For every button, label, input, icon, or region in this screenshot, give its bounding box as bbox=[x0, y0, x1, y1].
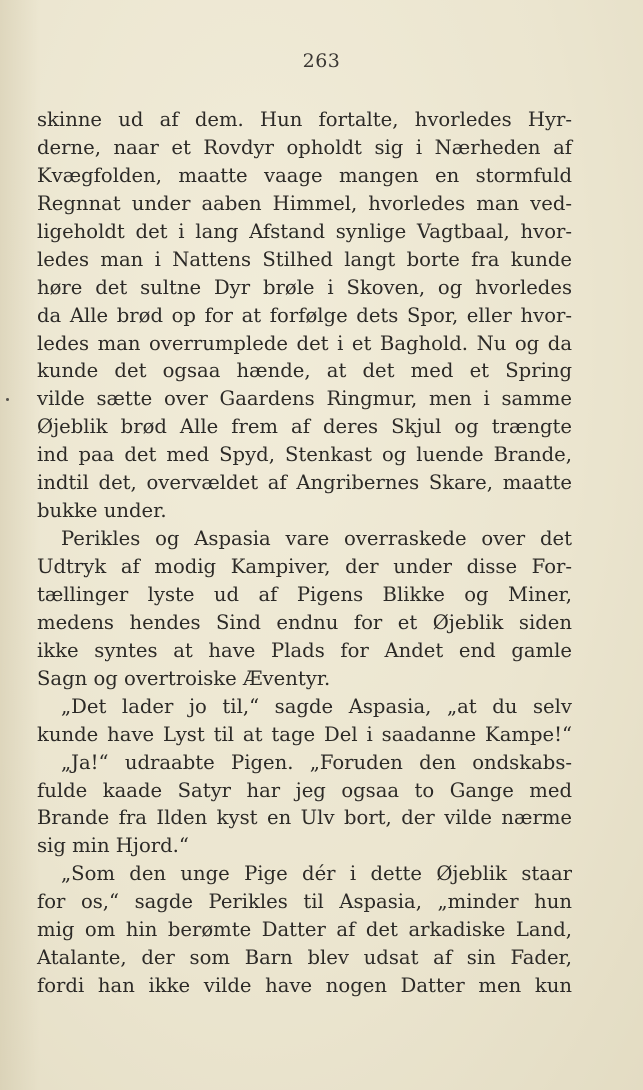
text-line: høre det sultne Dyr brøle i Skoven, og hvorledes bbox=[37, 275, 572, 299]
text-line: ikke syntes at have Plads for Andet end gamle bbox=[37, 638, 572, 662]
text-line: Perikles og Aspasia vare overraskede over det bbox=[61, 527, 572, 551]
text-line: Atalante, der som Barn blev udsat af sin Fader, bbox=[37, 946, 572, 970]
text-line: Øjeblik brød Alle frem af deres Skjul og trængte bbox=[37, 415, 572, 439]
text-line: kunde det ogsaa hænde, at det med et Spring bbox=[37, 359, 572, 383]
text-line: „Som den unge Pige dér i dette Øjeblik staar bbox=[61, 862, 572, 886]
text-line: vilde sætte over Gaardens Ringmur, men i samme bbox=[37, 387, 572, 411]
text-line: medens hendes Sind endnu for et Øjeblik siden bbox=[37, 610, 572, 634]
page-number: 263 bbox=[302, 50, 341, 72]
text-line: derne, naar et Rovdyr opholdt sig i Nærheden af bbox=[37, 135, 572, 159]
text-line: ledes man i Nattens Stilhed langt borte fra kunde bbox=[37, 247, 572, 271]
text-line: „Det lader jo til,“ sagde Aspasia, „at du selv bbox=[61, 694, 572, 718]
text-line: Sagn og overtroiske Æventyr. bbox=[37, 666, 331, 690]
text-line: tællinger lyste ud af Pigens Blikke og Miner, bbox=[37, 582, 572, 606]
text-line: Kvægfolden, maatte vaage mangen en stormfuld bbox=[37, 163, 572, 187]
text-line: fordi han ikke vilde have nogen Datter men kun bbox=[37, 974, 572, 998]
text-line: indtil det, overvældet af Angribernes Skare, maatte bbox=[37, 471, 572, 495]
text-line: Regnnat under aaben Himmel, hvorledes man ved- bbox=[37, 191, 572, 215]
text-line: Udtryk af modig Kampiver, der under disse For- bbox=[37, 555, 572, 578]
text-line: for os,“ sagde Perikles til Aspasia, „minder hun bbox=[37, 890, 572, 914]
text-line: bukke under. bbox=[37, 499, 167, 523]
text-line: fulde kaade Satyr har jeg ogsaa to Gange med bbox=[37, 778, 572, 802]
text-line: Brande fra Ilden kyst en Ulv bort, der vilde nærme bbox=[37, 806, 572, 830]
text-line: ligeholdt det i lang Afstand synlige Vagtbaal, hvor- bbox=[37, 219, 572, 243]
text-line: da Alle brød op for at forfølge dets Spor, eller hvor- bbox=[37, 303, 572, 327]
body-text bbox=[37, 106, 572, 1000]
text-line: sig min Hjord.“ bbox=[37, 834, 189, 858]
text-line: ledes man overrumplede det i et Baghold. Nu og da bbox=[37, 331, 572, 355]
text-line: kunde have Lyst til at tage Del i saadanne Kampe!“ bbox=[37, 722, 572, 746]
margin-mark bbox=[6, 398, 9, 401]
text-line: ind paa det med Spyd, Stenkast og luende Brande, bbox=[37, 443, 572, 467]
text-line: „Ja!“ udraabte Pigen. „Foruden den ondskabs- bbox=[61, 750, 572, 774]
text-line: skinne ud af dem. Hun fortalte, hvorledes Hyr- bbox=[37, 108, 572, 131]
text-line: mig om hin berømte Datter af det arkadiske Land, bbox=[37, 918, 572, 942]
